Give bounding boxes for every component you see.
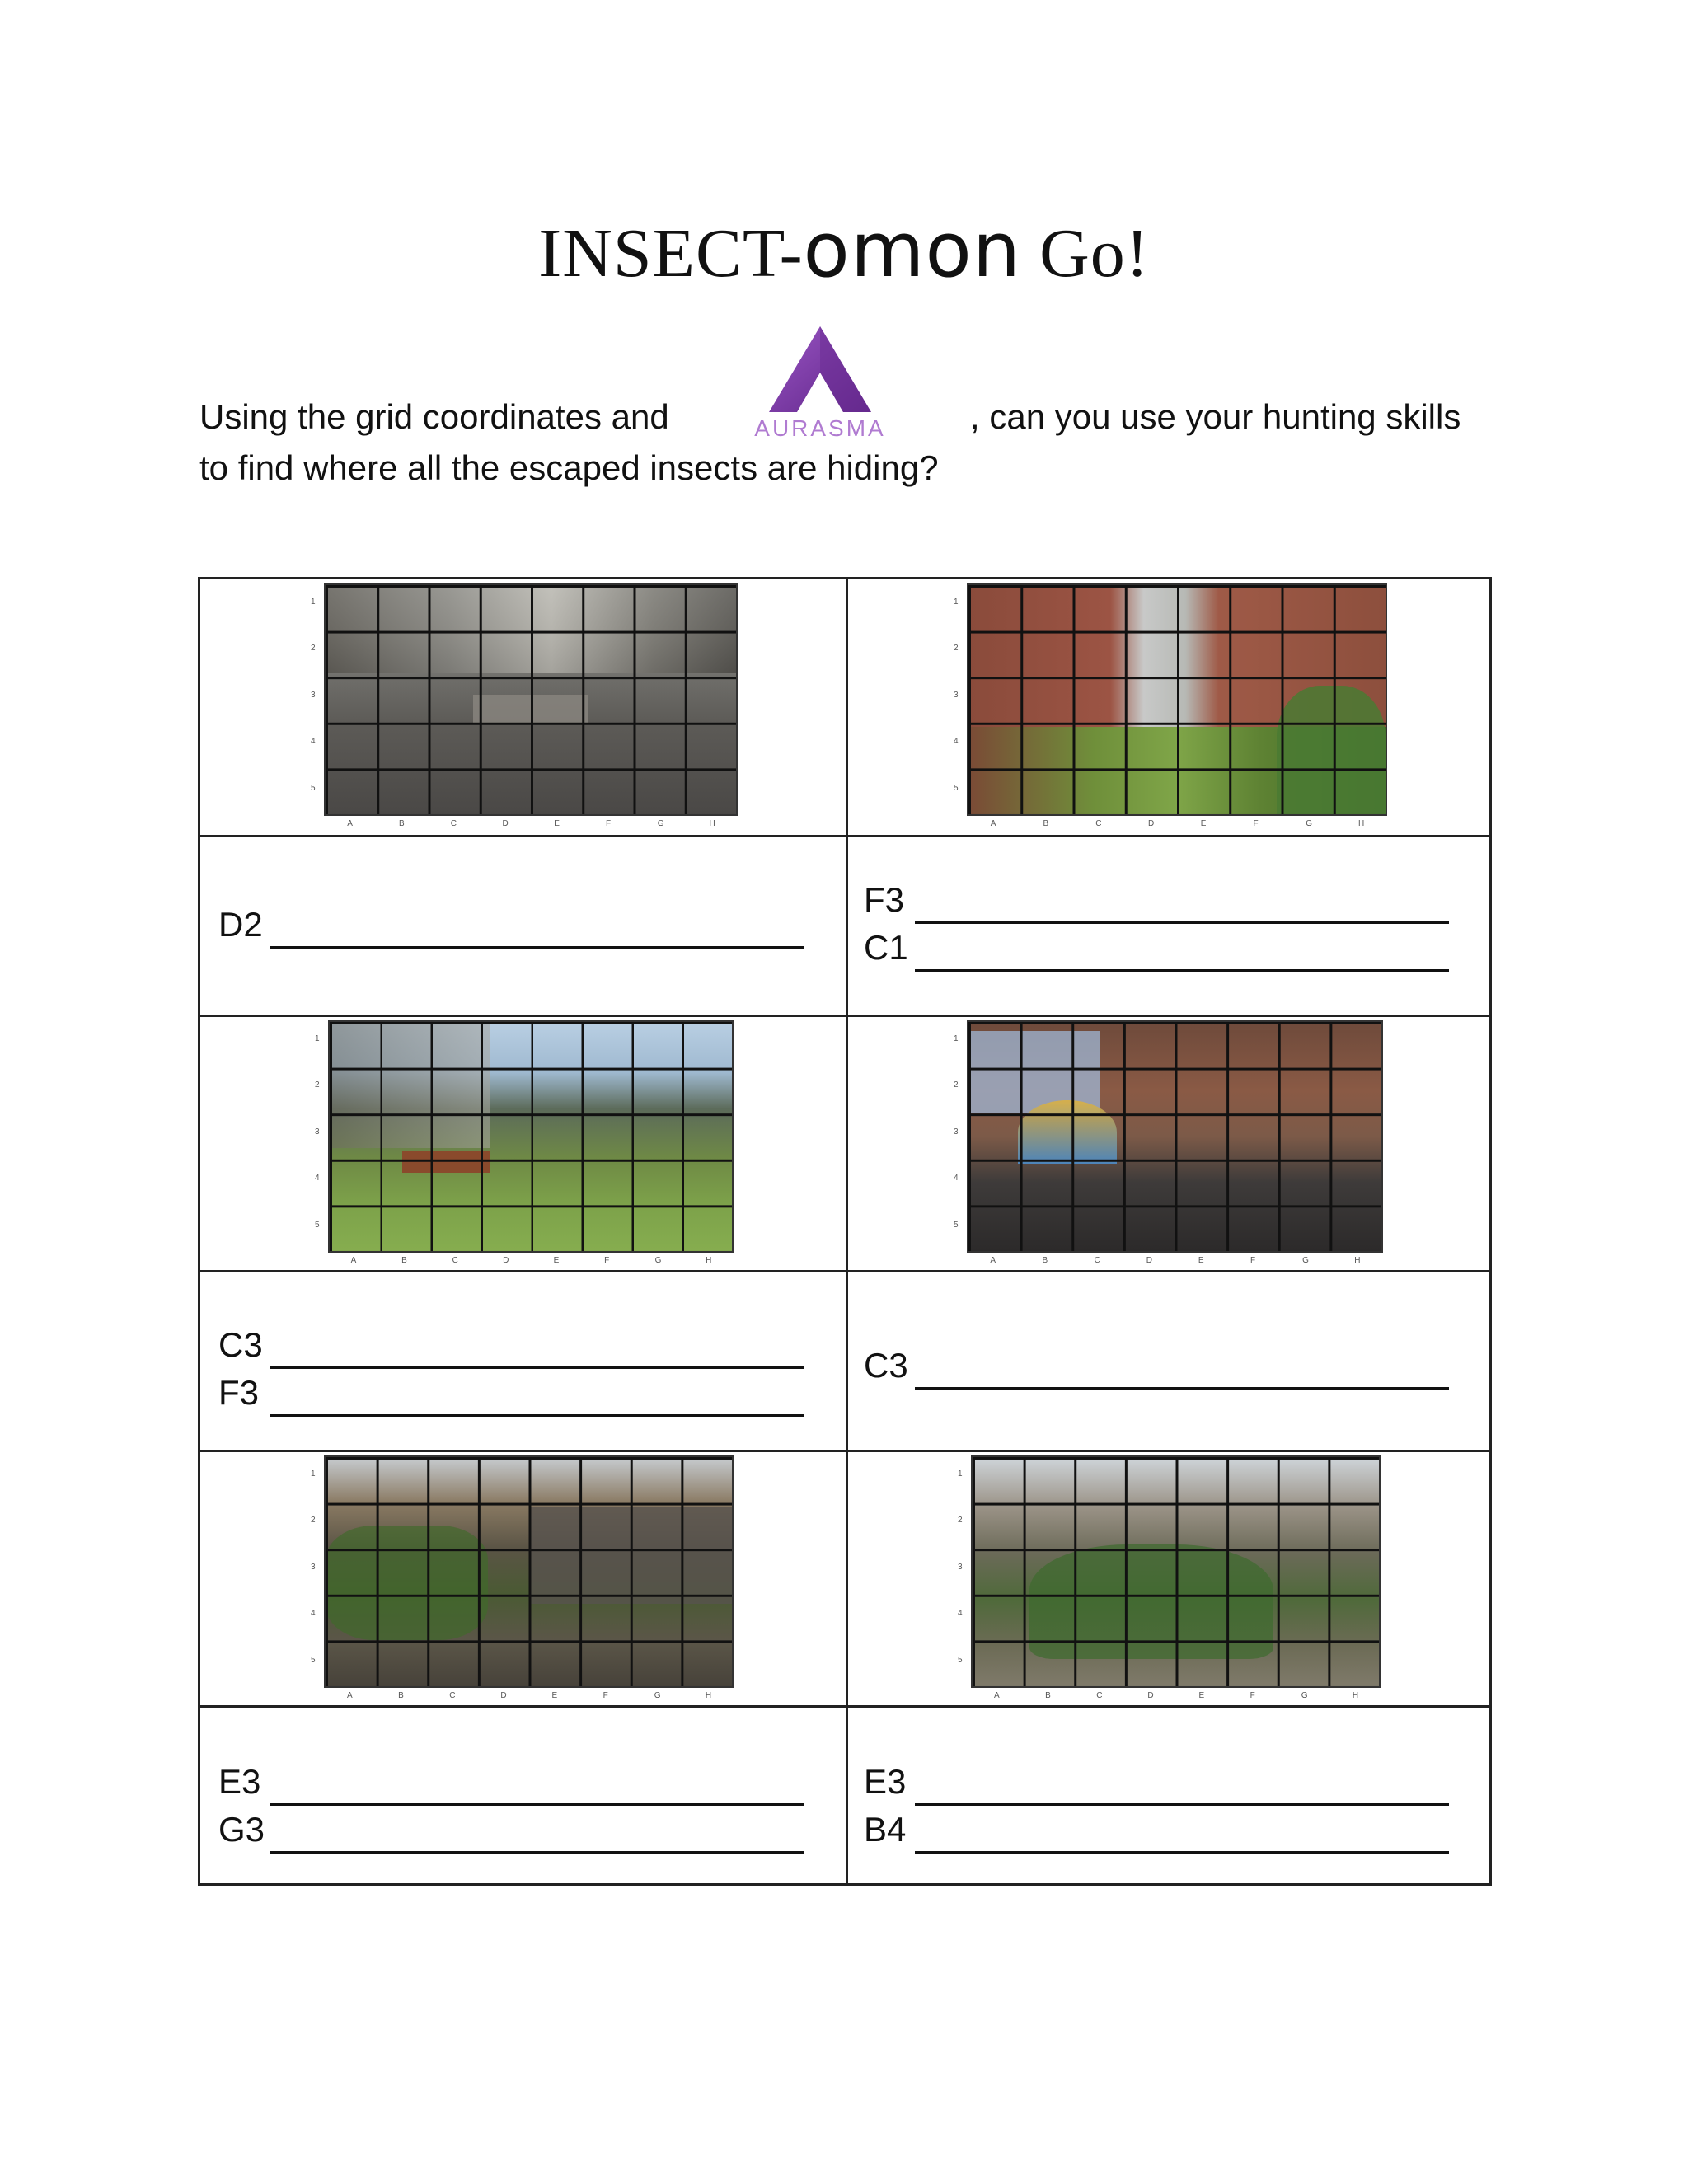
- grid-photo-1: [324, 583, 738, 816]
- instructions-line2: to find where all the escaped insects are hiding?: [199, 448, 939, 487]
- grid-column-letter: H: [1357, 819, 1365, 828]
- answer-cell-row3-left: [218, 1758, 804, 1854]
- answer-line: [864, 924, 1449, 972]
- answer-cell-row1-right: [864, 876, 1449, 972]
- answer-line: [218, 1321, 804, 1369]
- grid-row-number: 3: [954, 1127, 959, 1137]
- title-part-insect: INSECT-: [538, 215, 804, 292]
- grid-row-number: 3: [311, 1562, 316, 1572]
- coordinate-grid: [968, 585, 1386, 814]
- grid-column-letter: G: [1302, 1256, 1309, 1265]
- grid-coordinate-label: F3: [864, 880, 905, 919]
- grid-column-letter: D: [1147, 819, 1155, 828]
- answer-blank[interactable]: [270, 1336, 804, 1369]
- answer-blank[interactable]: [270, 916, 804, 949]
- grid-column-letter: F: [605, 819, 612, 828]
- grid-column-letter: A: [990, 1256, 996, 1265]
- grid-column-letter: C: [1094, 1256, 1100, 1265]
- instructions-line1-start: Using the grid coordinates and: [199, 397, 669, 436]
- grid-column-letter: F: [1250, 1256, 1256, 1265]
- grid-row-number: 5: [958, 1655, 963, 1665]
- grid-column-letter: D: [500, 1691, 507, 1700]
- grid-row-number: 5: [311, 783, 316, 793]
- grid-photo-2: [967, 583, 1387, 816]
- worksheet-table: [198, 577, 1492, 1886]
- grid-column-letter: G: [1301, 1691, 1308, 1700]
- grid-column-letter: A: [350, 1256, 357, 1265]
- grid-row-number: 1: [315, 1033, 320, 1043]
- instructions-line1-end: , can you use your hunting skills: [970, 397, 1461, 436]
- grid-column-letter: F: [603, 1691, 608, 1700]
- answer-line: [864, 1758, 1449, 1806]
- answer-blank[interactable]: [270, 1773, 804, 1806]
- grid-column-letter: C: [449, 1691, 456, 1700]
- table-divider: [200, 1270, 1489, 1272]
- grid-row-number: 4: [954, 737, 959, 747]
- answer-blank[interactable]: [270, 1821, 804, 1854]
- answer-blank[interactable]: [915, 939, 1449, 972]
- grid-column-letter: H: [705, 1691, 712, 1700]
- grid-row-number: 5: [954, 1220, 959, 1230]
- grid-column-letter: G: [654, 1256, 662, 1265]
- grid-column-letter: H: [706, 1256, 712, 1265]
- answer-line: [864, 876, 1449, 924]
- answer-blank[interactable]: [915, 1821, 1449, 1854]
- page-title: [0, 206, 1688, 294]
- coordinate-grid: [968, 1022, 1381, 1251]
- coordinate-grid: [326, 585, 736, 814]
- answer-blank[interactable]: [270, 1384, 804, 1417]
- answer-line: [218, 1758, 804, 1806]
- grid-coordinate-label: B4: [864, 1810, 907, 1849]
- grid-column-letter: E: [553, 1256, 560, 1265]
- grid-coordinate-label: G3: [218, 1810, 265, 1849]
- grid-column-letter: B: [1042, 1256, 1048, 1265]
- grid-column-letter: E: [554, 819, 560, 828]
- grid-column-letter: F: [1250, 1691, 1255, 1700]
- grid-column-letter: D: [1146, 1256, 1153, 1265]
- grid-column-letter: C: [1096, 1691, 1103, 1700]
- grid-row-number: 4: [315, 1174, 320, 1183]
- answer-line: [218, 901, 804, 949]
- table-divider: [200, 1705, 1489, 1708]
- answer-cell-row3-right: [864, 1758, 1449, 1854]
- title-part-go: Go!: [1021, 215, 1150, 292]
- grid-column-letter: D: [503, 1256, 509, 1265]
- grid-column-letter: A: [993, 1691, 1000, 1700]
- grid-coordinate-label: C3: [864, 1346, 908, 1385]
- grid-row-number: 5: [311, 1655, 316, 1665]
- grid-photo-5: [324, 1455, 734, 1688]
- grid-column-letter: H: [709, 819, 715, 828]
- grid-row-number: 3: [954, 690, 959, 700]
- grid-column-letter: A: [346, 1691, 353, 1700]
- grid-column-letter: G: [1306, 819, 1312, 828]
- grid-row-number: 3: [311, 690, 316, 700]
- answer-line: [218, 1806, 804, 1854]
- grid-column-letter: B: [401, 1256, 407, 1265]
- grid-column-letter: B: [1043, 819, 1049, 828]
- grid-photo-3: [328, 1020, 734, 1253]
- grid-row-number: 2: [311, 1516, 316, 1526]
- coordinate-grid: [326, 1457, 732, 1686]
- grid-column-letter: C: [1095, 819, 1102, 828]
- grid-column-letter: D: [502, 819, 509, 828]
- coordinate-grid: [973, 1457, 1379, 1686]
- grid-coordinate-label: D2: [218, 905, 263, 944]
- grid-row-number: 2: [954, 644, 959, 654]
- grid-column-letter: E: [1198, 1256, 1204, 1265]
- grid-column-letter: D: [1147, 1691, 1154, 1700]
- answer-cell-row2-right: [864, 1342, 1449, 1390]
- grid-column-letter: B: [398, 1691, 404, 1700]
- grid-row-number: 4: [311, 1609, 316, 1619]
- grid-row-number: 1: [954, 1033, 959, 1043]
- table-divider-vertical: [846, 579, 848, 1883]
- grid-row-number: 1: [958, 1469, 963, 1479]
- grid-coordinate-label: C1: [864, 928, 908, 967]
- answer-line: [218, 1369, 804, 1417]
- aurasma-logo: [746, 323, 894, 447]
- grid-column-letter: C: [450, 819, 457, 828]
- grid-column-letter: A: [347, 819, 353, 828]
- grid-row-number: 2: [958, 1516, 963, 1526]
- table-divider: [200, 1015, 1489, 1017]
- grid-row-number: 2: [315, 1080, 320, 1090]
- grid-column-letter: G: [657, 819, 664, 828]
- grid-column-letter: E: [1200, 819, 1207, 828]
- grid-row-number: 1: [311, 597, 316, 607]
- grid-row-number: 5: [954, 783, 959, 793]
- answer-blank[interactable]: [915, 891, 1449, 924]
- grid-coordinate-label: E3: [218, 1762, 261, 1801]
- grid-row-number: 2: [311, 644, 316, 654]
- aurasma-logo-icon: [746, 323, 894, 415]
- grid-column-letter: G: [654, 1691, 661, 1700]
- grid-column-letter: C: [452, 1256, 458, 1265]
- table-divider: [200, 1450, 1489, 1452]
- grid-column-letter: E: [551, 1691, 558, 1700]
- grid-row-number: 2: [954, 1080, 959, 1090]
- answer-line: [864, 1806, 1449, 1854]
- grid-column-letter: H: [1352, 1691, 1359, 1700]
- grid-column-letter: B: [1045, 1691, 1051, 1700]
- grid-coordinate-label: E3: [864, 1762, 907, 1801]
- aurasma-wordmark: AURASMA: [754, 415, 886, 441]
- answer-blank[interactable]: [915, 1773, 1449, 1806]
- grid-column-letter: E: [1198, 1691, 1205, 1700]
- grid-photo-4: [967, 1020, 1383, 1253]
- table-divider: [200, 835, 1489, 837]
- grid-photo-6: [971, 1455, 1381, 1688]
- grid-column-letter: F: [604, 1256, 610, 1265]
- grid-coordinate-label: F3: [218, 1373, 260, 1412]
- answer-cell-row1-left: [218, 901, 804, 949]
- grid-row-number: 1: [954, 597, 959, 607]
- coordinate-grid: [330, 1022, 732, 1251]
- answer-line: [864, 1342, 1449, 1390]
- grid-row-number: 3: [315, 1127, 320, 1137]
- title-part-omon: omon: [803, 206, 1022, 294]
- grid-column-letter: H: [1354, 1256, 1361, 1265]
- grid-row-number: 3: [958, 1562, 963, 1572]
- grid-column-letter: A: [990, 819, 996, 828]
- grid-row-number: 4: [311, 737, 316, 747]
- grid-row-number: 4: [954, 1174, 959, 1183]
- grid-row-number: 1: [311, 1469, 316, 1479]
- grid-row-number: 5: [315, 1220, 320, 1230]
- answer-blank[interactable]: [915, 1357, 1449, 1390]
- answer-cell-row2-left: [218, 1321, 804, 1417]
- grid-column-letter: B: [398, 819, 405, 828]
- grid-column-letter: F: [1253, 819, 1259, 828]
- grid-coordinate-label: C3: [218, 1325, 263, 1364]
- grid-row-number: 4: [958, 1609, 963, 1619]
